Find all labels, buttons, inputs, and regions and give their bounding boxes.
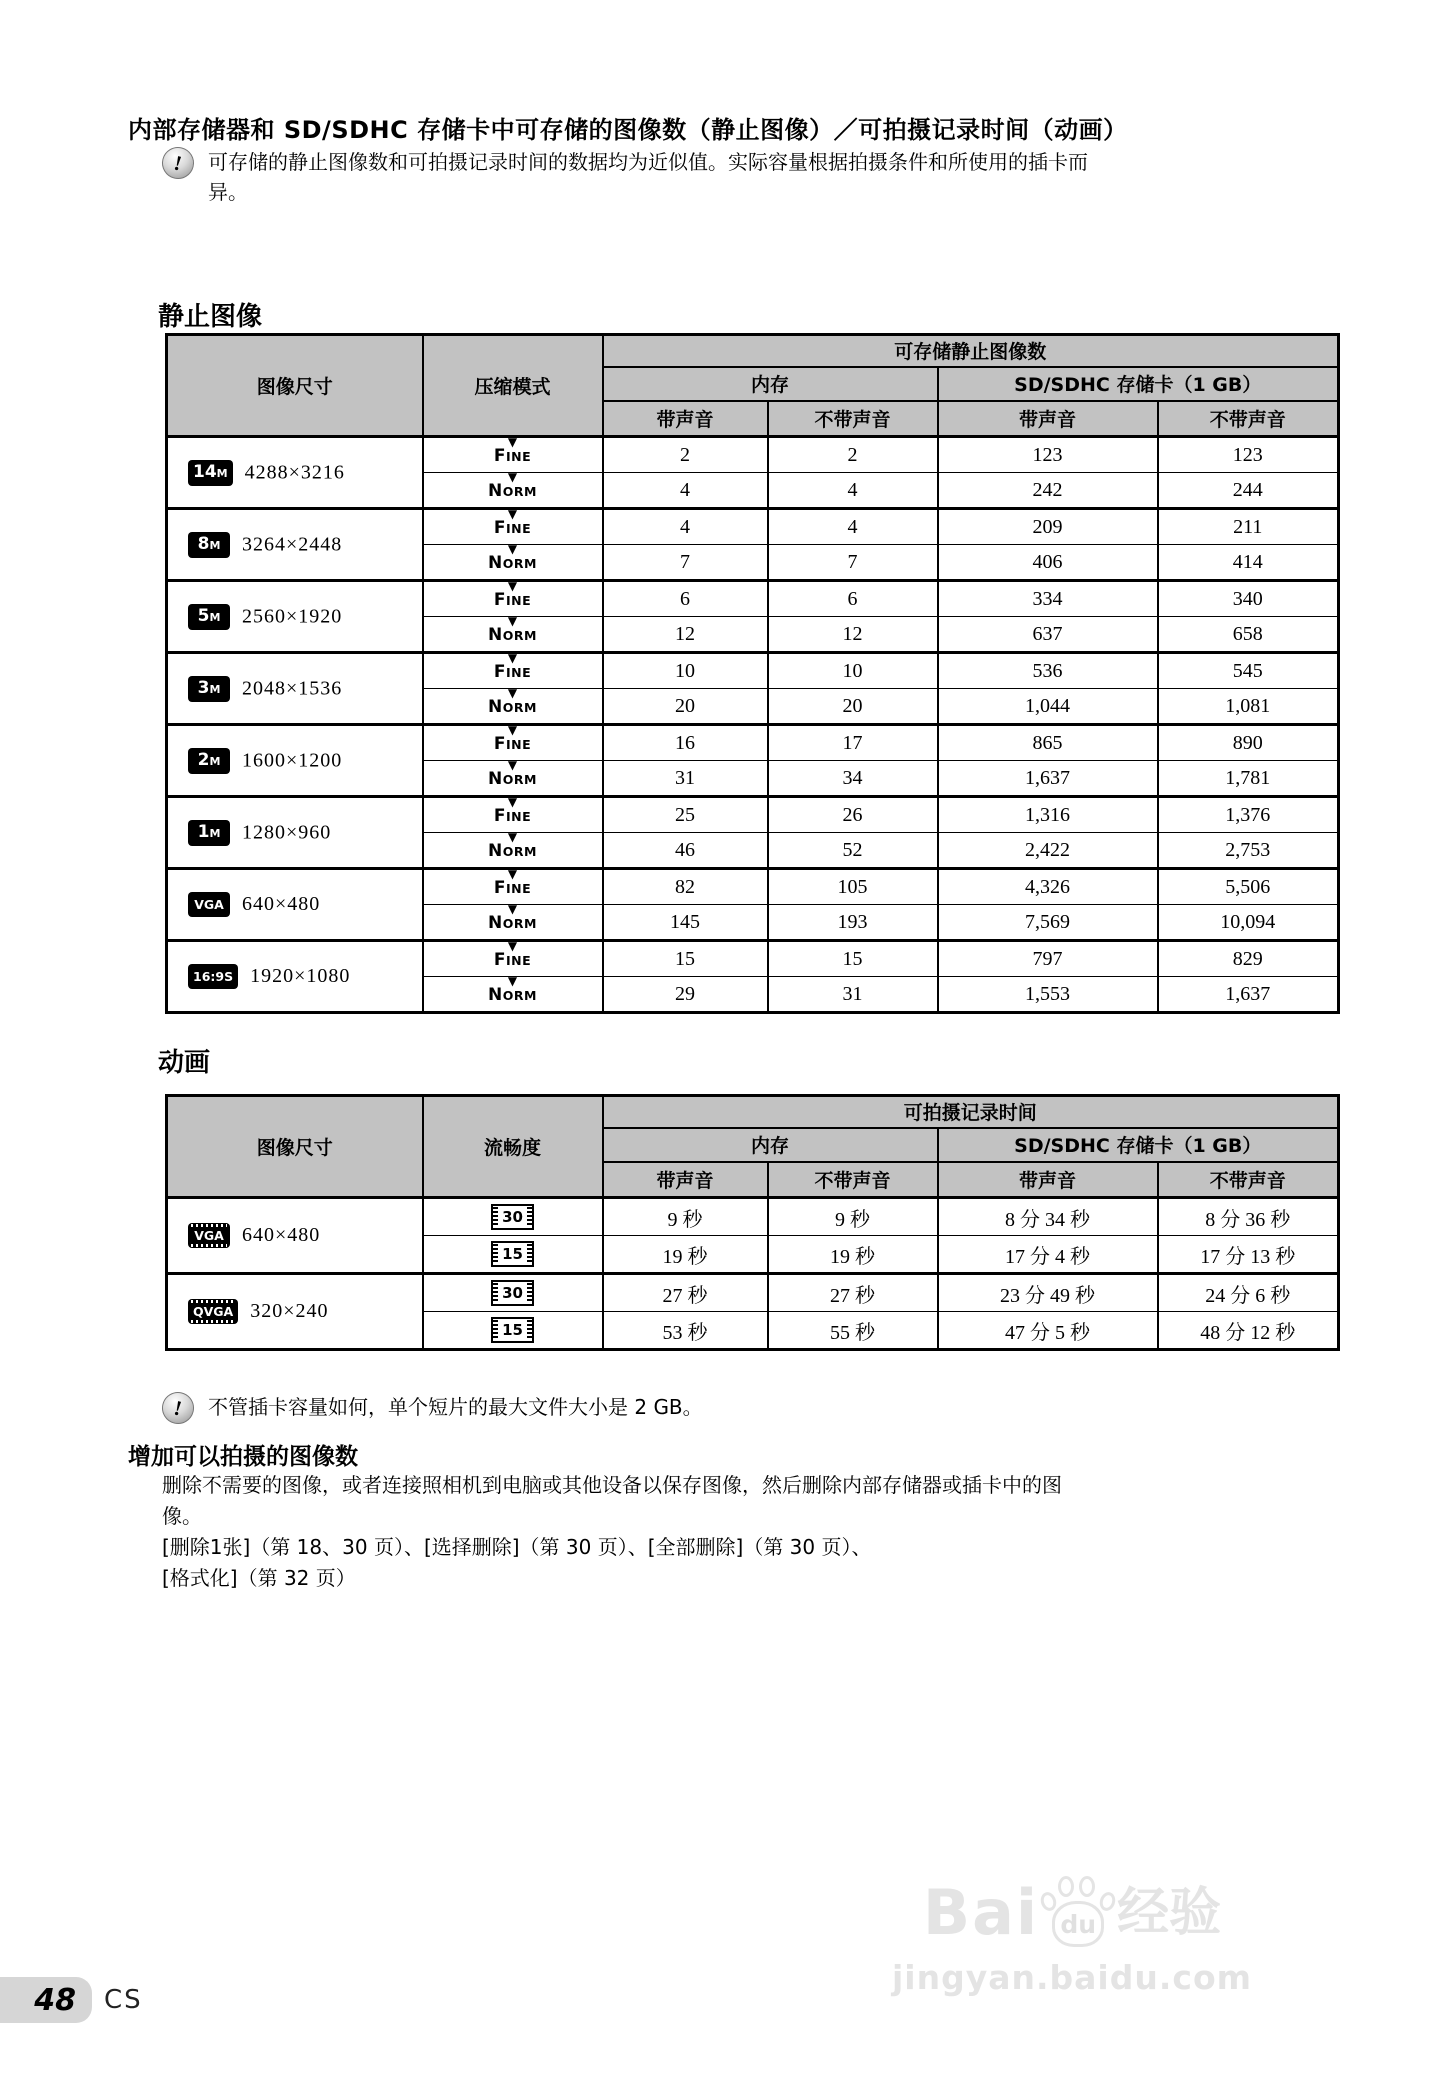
value-cell: 7,569: [938, 905, 1158, 941]
page-number: 48: [34, 1982, 76, 2018]
frame-rate-cell: [423, 1236, 603, 1274]
value-cell: 19 秒: [768, 1236, 938, 1274]
compression-mode-cell: [423, 437, 603, 473]
col-header-without-sound: 不带声音: [1158, 401, 1339, 437]
down-arrow-icon: ▼: [507, 902, 518, 916]
size-badge-169s: 16:9S: [188, 964, 238, 989]
value-cell: 4,326: [938, 869, 1158, 905]
value-cell: 1,044: [938, 689, 1158, 725]
col-header-without-sound: 不带声音: [768, 1162, 938, 1198]
compression-mode-cell: [423, 974, 603, 1013]
page-language-label: CS: [104, 1985, 143, 2015]
col-header-internal-memory: 内存: [603, 1128, 938, 1162]
value-cell: 15: [603, 941, 768, 977]
col-header-with-sound: 带声音: [938, 1162, 1158, 1198]
down-arrow-icon: ▼: [507, 867, 518, 881]
frame-rate-cell: [423, 1312, 603, 1350]
size-badge-14m: 14M: [188, 460, 233, 486]
norm-quality-icon: ▼ NORM: [488, 614, 537, 645]
size-badge-5m: 5M: [188, 604, 230, 630]
image-dimensions: 3264×2448: [242, 533, 343, 555]
down-arrow-icon: ▼: [507, 614, 518, 628]
value-cell: 10: [768, 653, 938, 689]
down-arrow-icon: ▼: [507, 651, 518, 665]
value-cell: 105: [768, 869, 938, 905]
col-header-compression-mode: 压缩模式: [423, 335, 603, 437]
image-size-cell: [167, 869, 423, 941]
approx-note-text: 可存储的静止图像数和可拍摄记录时间的数据均为近似值。实际容量根据拍摄条件和所使用的插卡而异。: [208, 150, 1088, 204]
value-cell: 2: [768, 437, 938, 473]
image-dimensions: 640×480: [242, 1224, 321, 1246]
still-section-title: 静止图像: [158, 302, 263, 332]
watermark-brand-text: Bai: [922, 1876, 1040, 1949]
image-size-cell: [167, 725, 423, 797]
value-cell: 6: [768, 581, 938, 617]
watermark-url: jingyan.baidu.com: [891, 1958, 1253, 1997]
image-dimensions: 640×480: [242, 893, 321, 915]
image-dimensions: 2048×1536: [242, 677, 343, 699]
value-cell: 12: [603, 617, 768, 653]
value-cell: 4: [603, 473, 768, 509]
image-dimensions: 2560×1920: [242, 605, 343, 627]
image-dimensions: 320×240: [250, 1300, 329, 1322]
image-dimensions: 1280×960: [242, 821, 332, 843]
fine-quality-icon: ▼ FINE: [493, 939, 532, 970]
increase-body-text: 删除不需要的图像，或者连接照相机到电脑或其他设备以保存图像，然后删除内部存储器或插卡中的图像。: [162, 1473, 1062, 1528]
table-row: [167, 581, 1339, 617]
value-cell: 20: [768, 689, 938, 725]
col-header-frame-rate: 流畅度: [423, 1096, 603, 1198]
warning-icon: !: [159, 144, 198, 183]
fine-quality-icon: ▼ FINE: [493, 795, 532, 826]
header-row: [167, 335, 1339, 367]
page-number-tab: [0, 1977, 92, 2023]
still-images-table: [165, 333, 1340, 1014]
fps-30-film-icon: 30: [491, 1204, 534, 1230]
compression-mode-cell: [423, 686, 603, 725]
col-header-image-size: 图像尺寸: [167, 335, 423, 437]
image-dimensions: 1920×1080: [250, 965, 351, 987]
value-cell: 145: [603, 905, 768, 941]
value-cell: 17 分 4 秒: [938, 1236, 1158, 1274]
image-dimensions: 4288×3216: [244, 461, 345, 483]
value-cell: 211: [1158, 509, 1339, 545]
value-cell: 8 分 36 秒: [1158, 1198, 1339, 1236]
norm-quality-icon: ▼ NORM: [488, 470, 537, 501]
col-header-without-sound: 不带声音: [768, 401, 938, 437]
value-cell: 46: [603, 833, 768, 869]
norm-quality-icon: ▼ NORM: [488, 902, 537, 933]
value-cell: 658: [1158, 617, 1339, 653]
size-badge-8m: 8M: [188, 532, 230, 558]
value-cell: 47 分 5 秒: [938, 1312, 1158, 1350]
value-cell: 209: [938, 509, 1158, 545]
down-arrow-icon: ▼: [507, 795, 518, 809]
baidu-paw-icon: [1041, 1876, 1115, 1950]
down-arrow-icon: ▼: [507, 507, 518, 521]
table-row: [167, 869, 1339, 905]
value-cell: 545: [1158, 653, 1339, 689]
value-cell: 27 秒: [768, 1274, 938, 1312]
size-badge-2m: 2M: [188, 748, 230, 774]
col-header-storable-count: 可存储静止图像数: [603, 335, 1339, 367]
image-size-cell: [167, 509, 423, 581]
col-header-with-sound: 带声音: [603, 401, 768, 437]
value-cell: 53 秒: [603, 1312, 768, 1350]
image-dimensions: 1600×1200: [242, 749, 343, 771]
value-cell: 340: [1158, 581, 1339, 617]
value-cell: 829: [1158, 941, 1339, 977]
value-cell: 34: [768, 761, 938, 797]
table-row: [167, 509, 1339, 545]
compression-mode-cell: [423, 509, 603, 545]
value-cell: 17 分 13 秒: [1158, 1236, 1339, 1274]
value-cell: 797: [938, 941, 1158, 977]
value-cell: 7: [768, 545, 938, 581]
value-cell: 6: [603, 581, 768, 617]
size-badge-1m: 1M: [188, 820, 230, 846]
value-cell: 536: [938, 653, 1158, 689]
max-file-note: [162, 1392, 1162, 1424]
down-arrow-icon: ▼: [507, 470, 518, 484]
fine-quality-icon: ▼ FINE: [493, 435, 532, 466]
down-arrow-icon: ▼: [507, 435, 518, 449]
value-cell: 242: [938, 473, 1158, 509]
fine-quality-icon: ▼ FINE: [493, 507, 532, 538]
value-cell: 5,506: [1158, 869, 1339, 905]
watermark-logo: [872, 1876, 1272, 1950]
image-size-cell: [167, 941, 423, 1013]
watermark-paw-text: du: [1052, 1901, 1104, 1947]
value-cell: 19 秒: [603, 1236, 768, 1274]
image-size-cell: [167, 437, 423, 509]
col-header-sd-card: SD/SDHC 存储卡（1 GB）: [938, 1128, 1339, 1162]
watermark-suffix-text: 经验: [1117, 1883, 1222, 1943]
compression-mode-cell: [423, 542, 603, 581]
value-cell: 4: [768, 509, 938, 545]
value-cell: 2: [603, 437, 768, 473]
compression-mode-cell: [423, 797, 603, 833]
down-arrow-icon: ▼: [507, 974, 518, 988]
value-cell: 26: [768, 797, 938, 833]
value-cell: 82: [603, 869, 768, 905]
col-header-image-size: 图像尺寸: [167, 1096, 423, 1198]
down-arrow-icon: ▼: [507, 723, 518, 737]
compression-mode-cell: [423, 653, 603, 689]
value-cell: 16: [603, 725, 768, 761]
max-file-note-text: 不管插卡容量如何，单个短片的最大文件大小是 2 GB。: [208, 1395, 703, 1419]
compression-mode-cell: [423, 581, 603, 617]
compression-mode-cell: [423, 758, 603, 797]
value-cell: 637: [938, 617, 1158, 653]
value-cell: 1,553: [938, 977, 1158, 1013]
table-row: [167, 941, 1339, 977]
value-cell: 31: [768, 977, 938, 1013]
image-size-cell: [167, 1274, 423, 1350]
value-cell: 55 秒: [768, 1312, 938, 1350]
value-cell: 414: [1158, 545, 1339, 581]
warning-icon: !: [159, 1389, 198, 1428]
norm-quality-icon: ▼ NORM: [488, 830, 537, 861]
value-cell: 2,422: [938, 833, 1158, 869]
value-cell: 20: [603, 689, 768, 725]
col-header-recordable-time: 可拍摄记录时间: [603, 1096, 1339, 1128]
value-cell: 1,637: [1158, 977, 1339, 1013]
value-cell: 334: [938, 581, 1158, 617]
col-header-with-sound: 带声音: [603, 1162, 768, 1198]
value-cell: 865: [938, 725, 1158, 761]
fps-30-film-icon: 30: [491, 1280, 534, 1306]
frame-rate-cell: [423, 1198, 603, 1236]
norm-quality-icon: ▼ NORM: [488, 974, 537, 1005]
table-row: [167, 653, 1339, 689]
col-header-without-sound: 不带声音: [1158, 1162, 1339, 1198]
fine-quality-icon: ▼ FINE: [493, 579, 532, 610]
fine-quality-icon: ▼ FINE: [493, 723, 532, 754]
value-cell: 10: [603, 653, 768, 689]
increase-section-body: [162, 1470, 1072, 1594]
fine-quality-icon: ▼ FINE: [493, 651, 532, 682]
table-row: [167, 725, 1339, 761]
compression-mode-cell: [423, 869, 603, 905]
value-cell: 2,753: [1158, 833, 1339, 869]
image-size-cell: [167, 653, 423, 725]
down-arrow-icon: ▼: [507, 758, 518, 772]
col-header-sd-card: SD/SDHC 存储卡（1 GB）: [938, 367, 1339, 401]
value-cell: 12: [768, 617, 938, 653]
size-badge-vga: VGA: [188, 892, 230, 917]
table-row: [167, 1274, 1339, 1312]
delete-references-line2: [格式化]（第 32 页）: [162, 1566, 356, 1590]
value-cell: 23 分 49 秒: [938, 1274, 1158, 1312]
value-cell: 31: [603, 761, 768, 797]
value-cell: 15: [768, 941, 938, 977]
compression-mode-cell: [423, 614, 603, 653]
value-cell: 193: [768, 905, 938, 941]
value-cell: 890: [1158, 725, 1339, 761]
size-badge-qvga: QVGA: [188, 1299, 238, 1324]
value-cell: 9 秒: [768, 1198, 938, 1236]
value-cell: 10,094: [1158, 905, 1339, 941]
compression-mode-cell: [423, 725, 603, 761]
increase-section-title: 增加可以拍摄的图像数: [128, 1444, 358, 1470]
value-cell: 1,376: [1158, 797, 1339, 833]
table-row: [167, 437, 1339, 473]
size-badge-3m: 3M: [188, 676, 230, 702]
page-title: 内部存储器和 SD/SDHC 存储卡中可存储的图像数（静止图像）／可拍摄记录时间（动画）: [128, 116, 1128, 144]
delete-references-line1: [删除1张]（第 18、30 页）、[选择删除]（第 30 页）、[全部删除]（第 30 页）、: [162, 1535, 872, 1559]
table-row: [167, 797, 1339, 833]
norm-quality-icon: ▼ NORM: [488, 686, 537, 717]
compression-mode-cell: [423, 470, 603, 509]
fps-15-film-icon: 15: [491, 1317, 534, 1343]
col-header-with-sound: 带声音: [938, 401, 1158, 437]
norm-quality-icon: ▼ NORM: [488, 542, 537, 573]
value-cell: 29: [603, 977, 768, 1013]
down-arrow-icon: ▼: [507, 579, 518, 593]
fps-15-film-icon: 15: [491, 1241, 534, 1267]
image-size-cell: [167, 1198, 423, 1274]
compression-mode-cell: [423, 902, 603, 941]
size-badge-vga: VGA: [188, 1223, 230, 1248]
value-cell: 25: [603, 797, 768, 833]
image-size-cell: [167, 581, 423, 653]
value-cell: 4: [768, 473, 938, 509]
value-cell: 48 分 12 秒: [1158, 1312, 1339, 1350]
value-cell: 244: [1158, 473, 1339, 509]
down-arrow-icon: ▼: [507, 830, 518, 844]
value-cell: 1,637: [938, 761, 1158, 797]
value-cell: 1,316: [938, 797, 1158, 833]
image-size-cell: [167, 797, 423, 869]
approx-note: [162, 147, 1092, 207]
table-row: [167, 1198, 1339, 1236]
value-cell: 1,081: [1158, 689, 1339, 725]
value-cell: 52: [768, 833, 938, 869]
down-arrow-icon: ▼: [507, 542, 518, 556]
value-cell: 27 秒: [603, 1274, 768, 1312]
compression-mode-cell: [423, 830, 603, 869]
down-arrow-icon: ▼: [507, 686, 518, 700]
value-cell: 4: [603, 509, 768, 545]
value-cell: 406: [938, 545, 1158, 581]
movie-section-title: 动画: [158, 1048, 211, 1078]
value-cell: 9 秒: [603, 1198, 768, 1236]
norm-quality-icon: ▼ NORM: [488, 758, 537, 789]
compression-mode-cell: [423, 941, 603, 977]
value-cell: 7: [603, 545, 768, 581]
frame-rate-cell: [423, 1274, 603, 1312]
value-cell: 123: [1158, 437, 1339, 473]
value-cell: 8 分 34 秒: [938, 1198, 1158, 1236]
value-cell: 1,781: [1158, 761, 1339, 797]
col-header-internal-memory: 内存: [603, 367, 938, 401]
down-arrow-icon: ▼: [507, 939, 518, 953]
value-cell: 24 分 6 秒: [1158, 1274, 1339, 1312]
value-cell: 123: [938, 437, 1158, 473]
value-cell: 17: [768, 725, 938, 761]
header-row: [167, 1096, 1339, 1128]
movies-table: [165, 1094, 1340, 1351]
fine-quality-icon: ▼ FINE: [493, 867, 532, 898]
baidu-jingyan-watermark: [872, 1876, 1272, 1997]
